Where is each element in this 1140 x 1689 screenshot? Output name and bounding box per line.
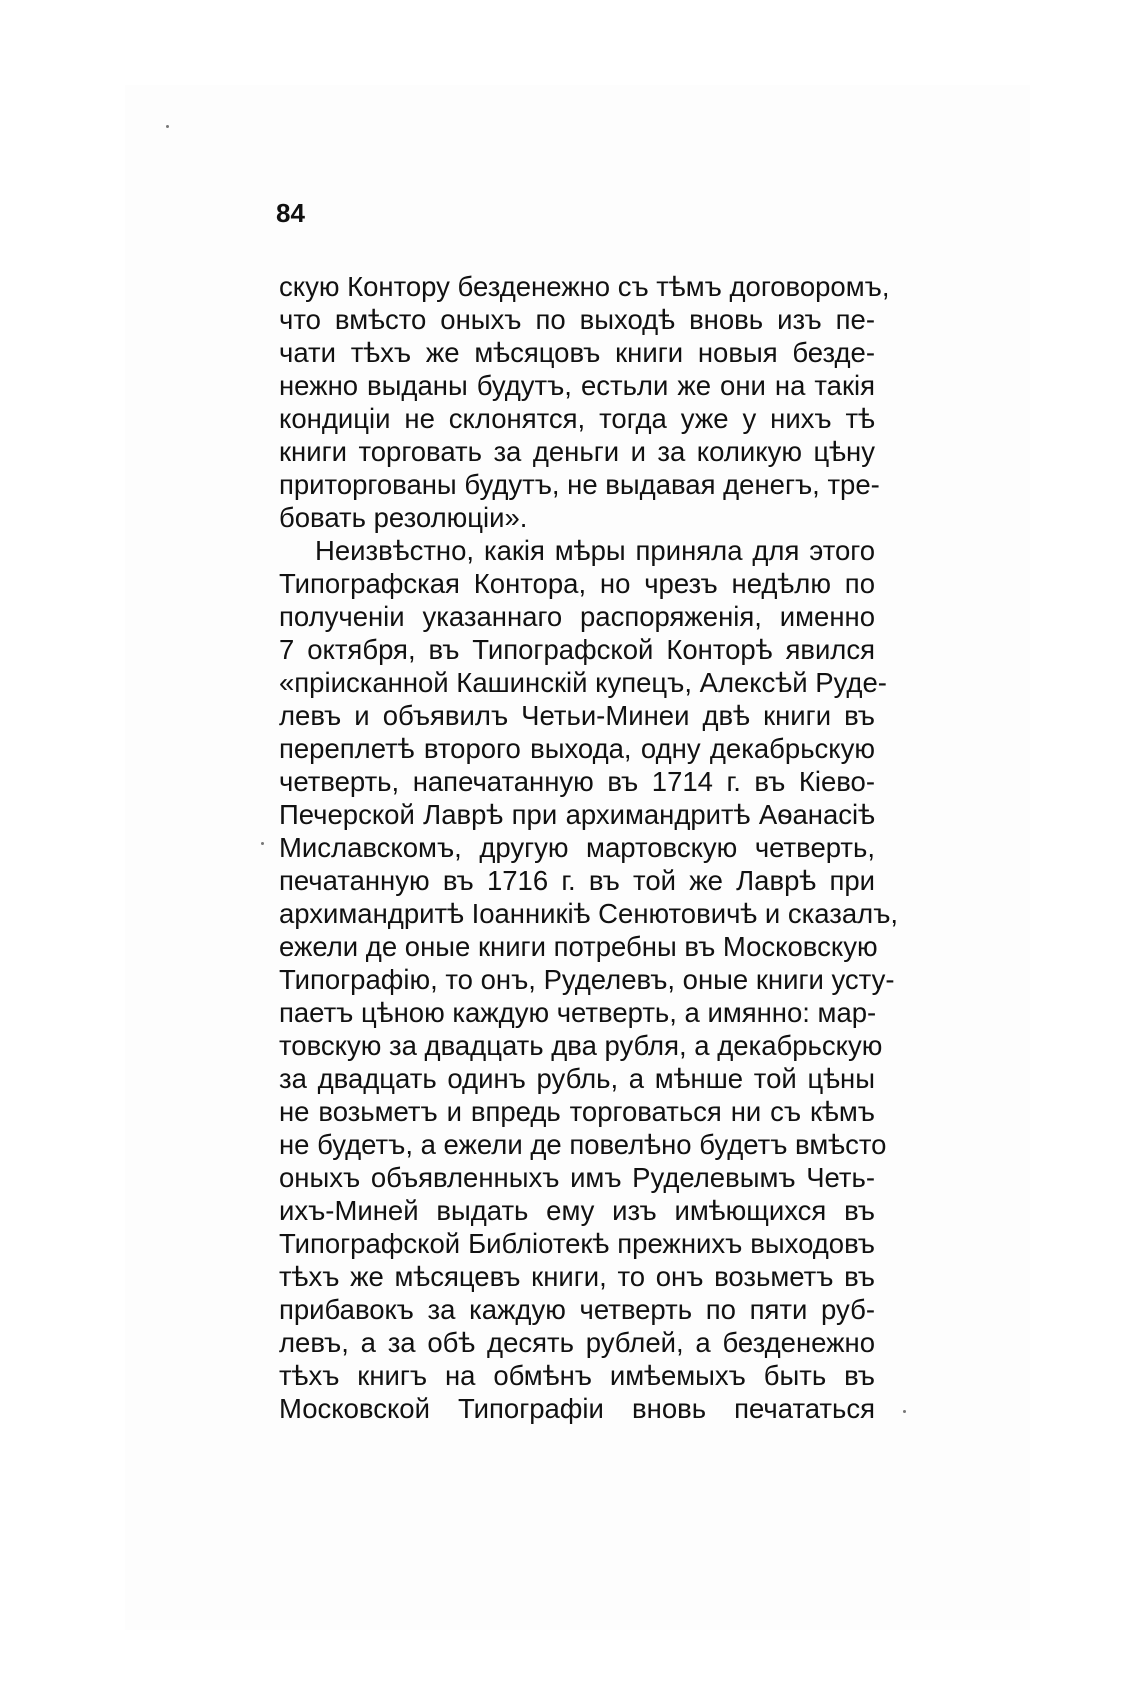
text-line: оныхъ объявленныхъ имъ Руделевымъ Четь- [279,1162,875,1193]
scan-speck [903,1410,906,1413]
scan-speck [166,125,169,128]
text-line: Печерской Лаврѣ при архимандритѣ Аѳанасіѣ [279,799,875,830]
text-line: кондиціи не склонятся, тогда уже у нихъ тѣ [279,403,875,434]
text-line: Типографію, то онъ, Руделевъ, оные книги усту- [279,964,895,995]
text-line: левъ и объявилъ Четьи-Минеи двѣ книги въ [279,700,875,731]
text-line: ихъ-Миней выдать ему изъ имѣющихся въ [279,1195,875,1226]
text-line: Типографской Библіотекѣ прежнихъ выходовъ [279,1228,875,1259]
text-line [279,1425,875,1458]
text-line: не будетъ, а ежели де повелѣно будетъ вмѣсто [279,1129,887,1160]
text-line: Типографская Контора, но чрезъ недѣлю по [279,568,875,599]
text-line: что вмѣсто оныхъ по выходѣ вновь изъ пе- [279,304,875,335]
text-line: скую Контору безденежно съ тѣмъ договоромъ, [279,271,890,302]
text-line: тѣхъ же мѣсяцевъ книги, то онъ возьметъ въ [279,1261,875,1292]
paragraph-1 [279,270,890,534]
text-line: приторгованы будутъ, не выдавая денегъ, тре- [279,469,880,500]
text-line: Неизвѣстно, какія мѣры приняла для этого [315,535,875,566]
text-line: прибавокъ за каждую четверть по пяти руб- [279,1294,875,1325]
scan-speck [261,842,264,845]
text-line: паетъ цѣною каждую четверть, а имянно: мар- [279,997,877,1028]
text-line: полученіи указаннаго распоряженія, именно [279,601,875,632]
text-line: Миславскомъ, другую мартовскую четверть, [279,832,875,863]
text-line: чати тѣхъ же мѣсяцовъ книги новыя безде- [279,337,875,368]
text-line: левъ, а за обѣ десять рублей, а безденежно [279,1327,875,1358]
text-line: товскую за двадцать два рубля, а декабрьскую [279,1030,883,1061]
text-line: 7 октября, въ Типографской Конторѣ явился [279,634,875,665]
text-line: Московской Типографіи вновь печататься [279,1393,875,1424]
text-line: архимандритѣ Іоанникіѣ Сенютовичѣ и сказалъ, [279,898,899,929]
text-line: четверть, напечатанную въ 1714 г. въ Кіево- [279,766,875,797]
page-number: 84 [276,198,305,228]
body-text [279,270,899,1458]
text-line: переплетѣ второго выхода, одну декабрьскую [279,733,875,764]
text-line: книги торговать за деньги и за коликую цѣну [279,436,875,467]
text-line: нежно выданы будутъ, естьли же они на такія [279,370,875,401]
text-line: «пріисканной Кашинскій купецъ, Алексѣй Руде- [279,667,887,698]
text-line: тѣхъ книгъ на обмѣнъ имѣемыхъ быть въ [279,1360,875,1391]
text-line: бовать резолюціи». [279,502,528,533]
text-line: за двадцать одинъ рубль, а мѣнше той цѣны [279,1063,875,1094]
text-line: не возьметъ и впредь торговаться ни съ кѣмъ [279,1096,875,1127]
paragraph-2 [279,534,899,1458]
text-line: ежели де оные книги потребны въ Московскую [279,931,878,962]
text-line: печатанную въ 1716 г. въ той же Лаврѣ при [279,865,875,896]
